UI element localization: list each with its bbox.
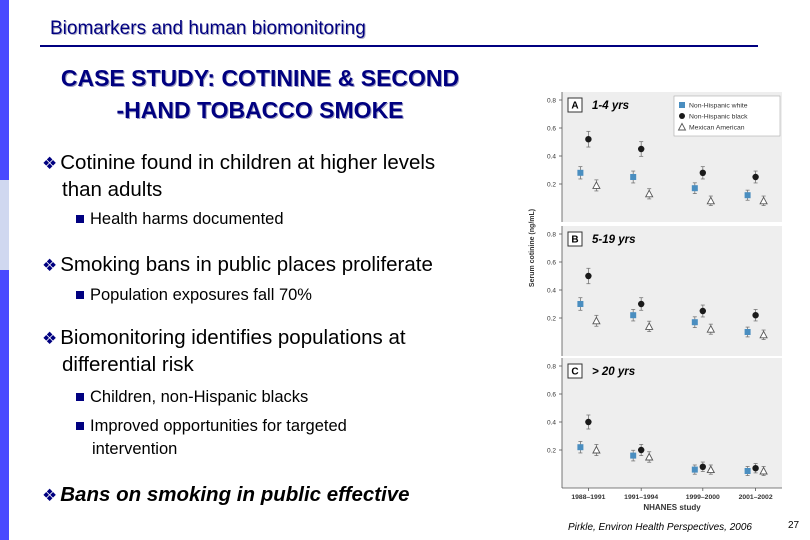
bullet-3 [42, 325, 406, 377]
data-point-non-hispanic-white [630, 453, 636, 459]
x-axis-label: NHANES study [643, 503, 701, 512]
header-rule [40, 45, 758, 47]
cotinine-chart [520, 88, 788, 520]
diamond-bullet-icon: ❖ [42, 486, 58, 506]
bullet-1-text-line2: than adults [62, 178, 163, 201]
panel-C-y-tick-label: 0.4 [546, 419, 556, 427]
data-point-non-hispanic-black [585, 136, 591, 142]
panel-B-y-tick-label: 0.6 [546, 259, 556, 267]
panel-B-y-tick-label: 0.2 [546, 315, 556, 323]
bullet-3-sub-1-text: Children, non-Hispanic blacks [90, 388, 309, 406]
data-point-non-hispanic-white [577, 301, 583, 307]
data-point-non-hispanic-white [745, 468, 751, 474]
panel-C-y-tick-label: 0.8 [546, 363, 556, 371]
data-point-non-hispanic-black [700, 464, 706, 470]
data-point-non-hispanic-white [630, 312, 636, 318]
bullet-2-text: Smoking bans in public places proliferate [60, 253, 433, 276]
left-accent-bar-dark-bottom [0, 270, 9, 540]
data-point-non-hispanic-white [692, 185, 698, 191]
panel-C-letter: C [571, 366, 579, 378]
legend-marker-black [679, 113, 685, 119]
data-point-non-hispanic-black [585, 273, 591, 279]
legend-marker-white [679, 102, 685, 108]
square-bullet-icon [76, 291, 84, 299]
y-axis-label: Serum cotinine (ng/mL) [529, 208, 536, 288]
diamond-bullet-icon: ❖ [42, 154, 58, 174]
data-point-non-hispanic-black [638, 447, 644, 453]
legend-label: Mexican American [689, 124, 745, 132]
bullet-2 [42, 252, 433, 279]
panel-B-age-label: 5-19 yrs [592, 234, 636, 246]
left-accent-bar-light [0, 180, 9, 270]
slide-title [0, 62, 520, 126]
data-point-non-hispanic-black [700, 170, 706, 176]
data-point-non-hispanic-black [700, 308, 706, 314]
bullet-1-text-line1: Cotinine found in children at higher levels [60, 151, 436, 174]
bullet-2-sub-1-text: Population exposures fall 70% [90, 286, 312, 304]
panel-A-y-tick-label: 0.6 [546, 125, 556, 133]
bullet-2-sub-1 [76, 284, 312, 307]
data-point-non-hispanic-white [692, 319, 698, 325]
data-point-non-hispanic-black [752, 174, 758, 180]
panel-B-y-tick-label: 0.8 [546, 231, 556, 239]
panel-A-y-tick-label: 0.8 [546, 97, 556, 105]
panel-B-letter: B [571, 234, 579, 246]
square-bullet-icon [76, 215, 84, 223]
data-point-non-hispanic-black [585, 419, 591, 425]
data-point-non-hispanic-white [630, 174, 636, 180]
x-tick-label: 1988–1991 [571, 494, 606, 501]
data-point-non-hispanic-white [577, 444, 583, 450]
square-bullet-icon [76, 393, 84, 401]
square-bullet-icon [76, 422, 84, 430]
title-line-1: CASE STUDY: COTININE & SECOND [60, 65, 460, 91]
legend-label: Non-Hispanic white [689, 102, 748, 110]
panel-A-y-tick-label: 0.4 [546, 153, 556, 161]
bullet-1 [42, 150, 435, 202]
bullet-3-text-line1: Biomonitoring identifies populations at [60, 326, 406, 349]
data-point-non-hispanic-black [752, 465, 758, 471]
data-point-non-hispanic-white [577, 170, 583, 176]
bullet-1-sub-1 [76, 208, 284, 231]
panel-C-y-tick-label: 0.2 [546, 447, 556, 455]
panel-A-age-label: 1-4 yrs [592, 100, 630, 112]
diamond-bullet-icon: ❖ [42, 256, 58, 276]
bullet-3-sub-1 [76, 386, 308, 409]
page-number: 27 [788, 520, 800, 531]
data-point-non-hispanic-white [692, 467, 698, 473]
bullet-3-sub-2-text-line2: intervention [92, 440, 178, 458]
panel-C-age-label: > 20 yrs [592, 366, 636, 378]
panel-C-y-tick-label: 0.6 [546, 391, 556, 399]
diamond-bullet-icon: ❖ [42, 329, 58, 349]
panel-A-y-tick-label: 0.2 [546, 181, 556, 189]
data-point-non-hispanic-black [638, 146, 644, 152]
x-tick-label: 1991–1994 [624, 494, 659, 501]
bullet-4 [42, 482, 410, 509]
citation: Pirkle, Environ Health Perspectives, 2006 [568, 522, 752, 533]
data-point-non-hispanic-white [745, 329, 751, 335]
legend-label: Non-Hispanic black [689, 113, 748, 121]
slide-header: Biomarkers and human biomonitoring [50, 18, 366, 39]
data-point-non-hispanic-black [638, 301, 644, 307]
bullet-4-text: Bans on smoking in public effective [60, 483, 410, 506]
bullet-1-sub-1-text: Health harms documented [90, 210, 284, 228]
panel-A-letter: A [571, 100, 579, 112]
panel-B-y-tick-label: 0.4 [546, 287, 556, 295]
title-line-2: -HAND TOBACCO SMOKE [116, 97, 404, 123]
bullet-3-sub-2 [76, 415, 347, 461]
x-tick-label: 2001–2002 [738, 494, 773, 501]
x-tick-label: 1999–2000 [685, 494, 720, 501]
bullet-3-text-line2: differential risk [62, 353, 194, 376]
bullet-3-sub-2-text-line1: Improved opportunities for targeted [90, 417, 347, 435]
data-point-non-hispanic-black [752, 312, 758, 318]
data-point-non-hispanic-white [745, 192, 751, 198]
